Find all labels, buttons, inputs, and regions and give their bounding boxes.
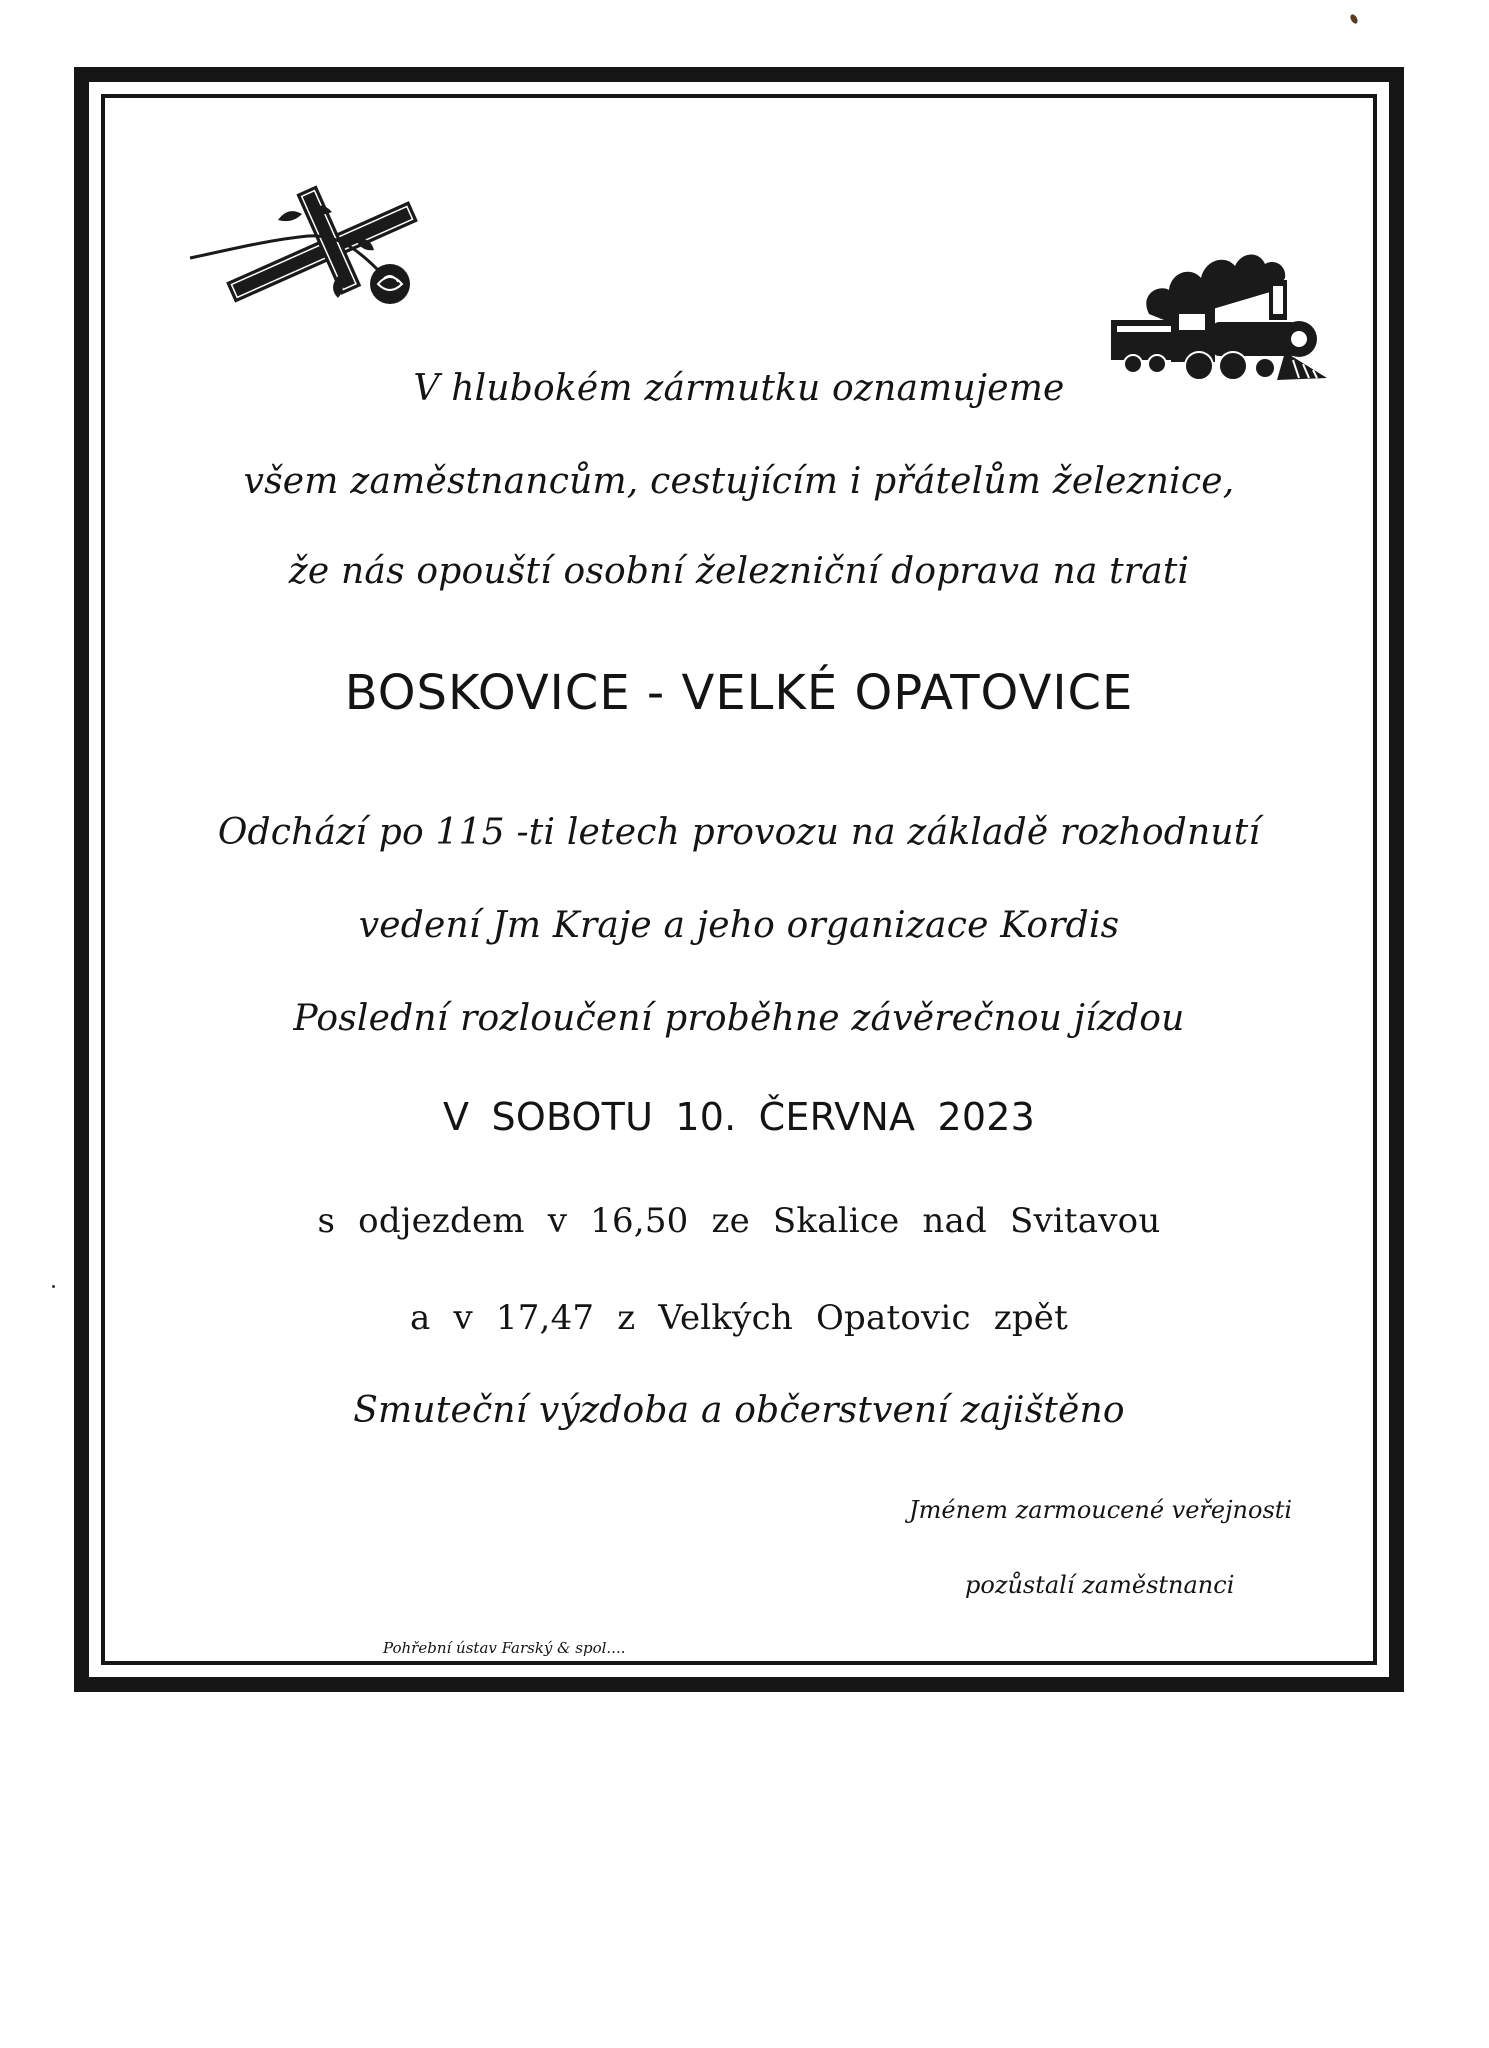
return-line: a v 17,47 z Velkých Opatovic zpět — [410, 1298, 1068, 1338]
steam-locomotive-icon — [1109, 194, 1329, 384]
announcement-line: Odchází po 115 -ti letech provozu na základě rozhodnutí — [217, 812, 1261, 853]
mourning-frame — [74, 67, 1404, 1692]
route-heading: BOSKOVICE - VELKÉ OPATOVICE — [344, 665, 1134, 721]
announcement-line: že nás opouští osobní železniční doprava na trati — [288, 551, 1190, 592]
announcement-line: vedení Jm Kraje a jeho organizace Kordis — [358, 905, 1120, 946]
announcement-line: Smuteční výzdoba a občerstvení zajištěno — [353, 1390, 1125, 1431]
signature-line-1: Jménem zarmoucené veřejnosti — [909, 1496, 1293, 1524]
announcement-line: všem zaměstnancům, cestujícím i přátelům železnice, — [243, 461, 1235, 502]
cross-with-rose-icon — [188, 180, 428, 310]
farewell-date: V SOBOTU 10. ČERVNA 2023 — [443, 1095, 1035, 1139]
scan-speck — [52, 1285, 55, 1288]
mourning-frame-inner — [101, 94, 1377, 1665]
departure-line: s odjezdem v 16,50 ze Skalice nad Svitavou — [317, 1201, 1161, 1241]
scan-speck — [1349, 13, 1359, 25]
announcement-line: Poslední rozloučení proběhne závěrečnou jízdou — [293, 998, 1185, 1039]
undertaker-credit: Pohřební ústav Farský & spol.... — [383, 1639, 626, 1657]
announcement-line: V hlubokém zármutku oznamujeme — [413, 368, 1065, 409]
signature-line-2: pozůstalí zaměstnanci — [965, 1571, 1235, 1599]
